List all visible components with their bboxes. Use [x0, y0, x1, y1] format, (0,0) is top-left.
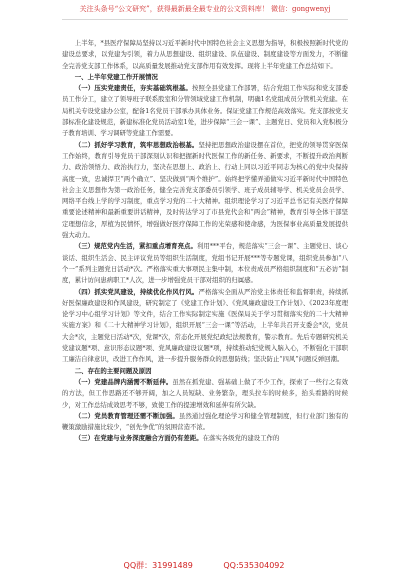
subsection-title: （二）党员教育管理还需不断加强。: [74, 411, 179, 420]
document-body: [62, 38, 348, 445]
subsection-text: 按照全县党建工作部署，结合党组工作实际和党支部委员工作分工，建立了领导班子联系股室和分管领域党建工作机制，明确1名党组成员分管机关党建。在局机关专设党建办公室，配备1名党员干部承办具体业务。保证党建工作规范高效落实。党支部按党支部标准化建设规范，新建标准化党员活动室1处，进步保障“三会一课”、主题党日、党员和入党积极分子教育培训、学习调研等党建工作需要。: [62, 84, 349, 138]
section-heading: 一、上半年党建工作开展情况: [74, 72, 158, 81]
subsection-title: （一）压实党建责任，夯实基础筑根基。: [74, 84, 192, 93]
subsection-title: （三）在党建与业务深度融合方面仍有差距。: [74, 434, 203, 443]
body-paragraph: 上半年，*县医疗保障局坚持以习近平新时代中国特色社会主义思想为指导，积极按照新时代党的建设总要求，以党建为引领，着力从思想建设、组织建设、队伍建设、制度建设等方面发力，不断健全完善党支部工作体系，以高质量发展推动党支部作用有效发挥。现将上半年党建工作总结如下。: [62, 39, 348, 70]
footer-qq-group: QQ群：31991489: [123, 561, 193, 570]
section-heading: 二、存在的主要问题及原因: [74, 366, 152, 375]
subsection-title: （一）党建品牌内涵需不断延伸。: [74, 377, 173, 386]
header-banner: [62, 2, 348, 30]
subsection-paragraph: [62, 433, 348, 444]
subsection-text: 虽然通过强化理论学习和健全管理制度，但行业部门独有的鞭策激励措施比较少，“创先争优”的氛围营造不浓。: [62, 411, 349, 432]
banner-text: 关注头条号“公文研究”，获得最新最全最专业的公文资料库！ 微信：gongwenyj: [79, 5, 331, 13]
subsection-title: （三）规范党内生活，紧扣重点增育亮点。: [74, 242, 197, 251]
subsection-paragraph: [62, 411, 348, 434]
subsection-paragraph: [62, 140, 348, 242]
subsection-text: 坚持把思想政治建设摆在首位，把党的领导贯穿医保工作始终，教育引导党员干部深刻认识和把握新时代医保工作的新任务、新要求，不断提升政治判断力、政治领悟力、政治执行力，坚决在思想上、政治上、行动上同以习近平同志为核心的党中央保持高度一致，忠诚捍卫“两个确立”、坚决做到“两个维护”。始终把学懂弄通做实习近平新时代中国特色社会主义思想作为第一政治任务，健全完善党支部委员引领学、班子成员辅导学、机关党员会员学、网络平台线上学的学习制度，重点学习党的二十大精神。组织理论学习了习近平总书记有关医疗保障重要论述精神和最新重要讲话精神，及时传达学习了市县党代会和“两会”精神，教育引导全体干部坚定理想信念，厚植为民情怀，增强做好医疗保障工作的光荣感和使命感，为医保事业高质量发展提供强大动力。: [62, 140, 349, 240]
subsection-paragraph: [62, 83, 348, 139]
subsection-text: 利用***平台，规范落实“三会一课”、主题党日、谈心谈话、组织生活会、民主评议党员等组织生活制度，党组书记开展***等专题党课，组织党员参加“八个一”系列主题党日活动*次。严格落实重大事项民主集中制，本位责成员严格组织制度和“五必访”制度，累计访问患病职工*人次，进一步增强党员干部对组织的归属感。: [62, 242, 349, 285]
subsection-text: 虽然在抓党建、强基础上做了不少工作，探索了一些行之有效的方法，但工作思路还不够开阔，加之人员短缺、业务繁杂，理头拉车的时候多，抬头看路的时候少，对工作总结成效思考不够，致使工作的提速增效和延伸有所欠缺。: [62, 377, 349, 409]
subsection-paragraph: [62, 287, 348, 366]
banner-divider: [62, 19, 348, 20]
subsection-title: （二）抓好学习教育，筑牢思想政治根基。: [74, 140, 199, 149]
page-footer: [0, 559, 408, 573]
subsection-text: 在落实各级党的建设工作的: [202, 434, 280, 443]
subsection-paragraph: [62, 241, 348, 286]
subsection-paragraph: [62, 377, 348, 411]
subsection-text: 严格落实全面从严治党主体责任和监督职责，持续抓好医保廉政建设和作风建设，研究制定了《党建工作计划》、《党风廉政建设工作计划》、《2023年度理论学习中心组学习计划》等文件，结合工作实际制定实施《医保局关于学习贯彻落实党的二十大精神实施方案》和《二十大精神学习计划》，组织开展“三会一课”等活动，上半年共召开支委会*次，党员大会*次，主题党日活动*次，党课*次，常态化开展党纪政纪法规教育，警示教育。先后专题研究机关党建议题*项、意识形态议题*项、党风廉政建设议题*项，持续推动纪党规入脑入心，不断强化干部职工廉洁自律意识，改进工作作风，进一步提升服务群众的思想防线；坚决防止“四风”问题反弹回潮。: [62, 287, 349, 364]
footer-qq-contact: QQ:535304092: [223, 561, 285, 570]
subsection-title: （四）抓实党风建设，持续优化作风行风。: [74, 287, 199, 296]
